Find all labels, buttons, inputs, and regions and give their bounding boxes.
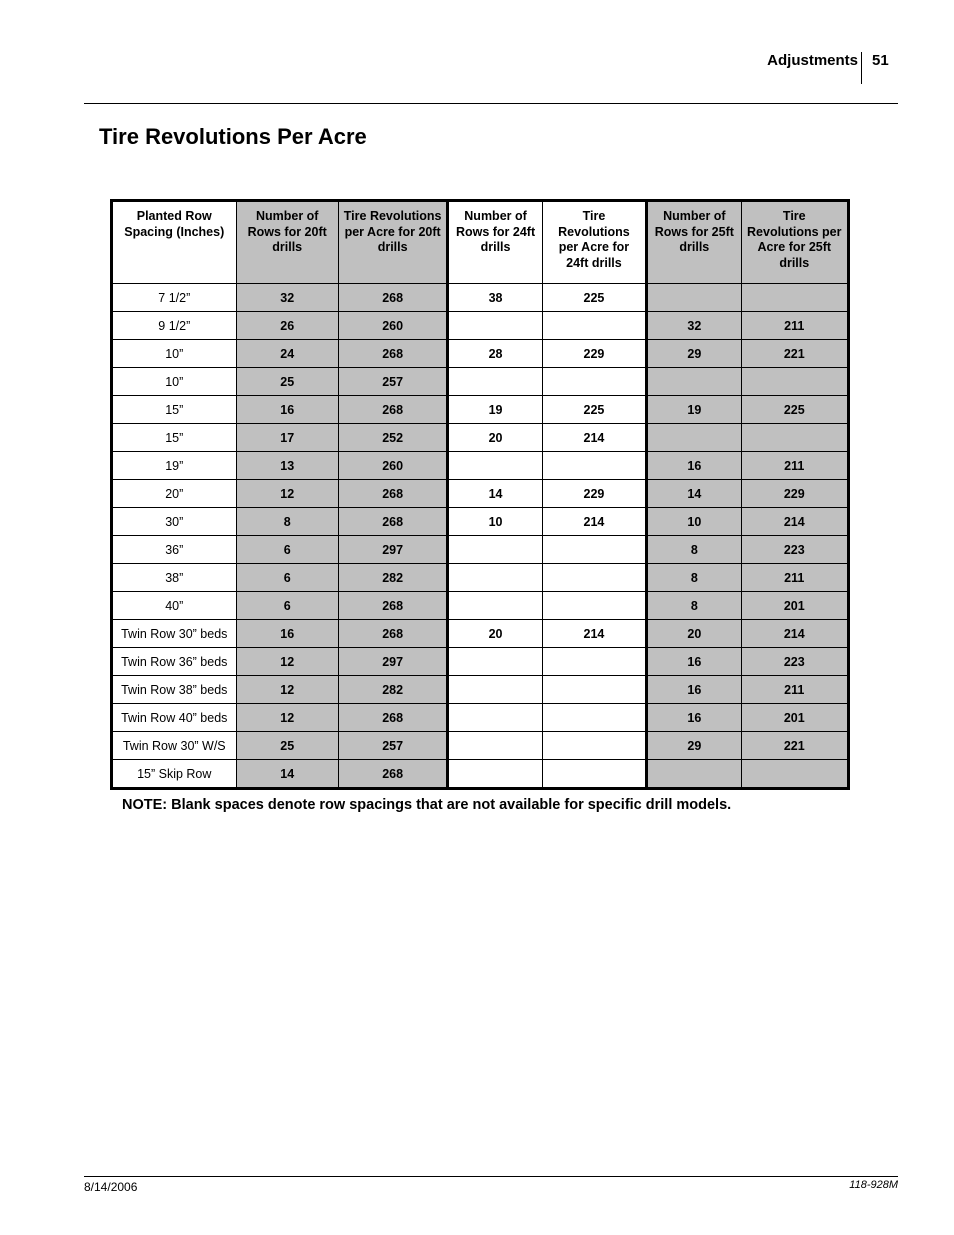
row-spacing-cell: Twin Row 38” beds [112,676,237,704]
table-cell: 13 [236,452,338,480]
table-cell: 38 [448,284,542,312]
table-cell: 32 [236,284,338,312]
table-cell: 6 [236,592,338,620]
table-cell: 32 [647,312,741,340]
row-spacing-cell: 20” [112,480,237,508]
table-cell: 12 [236,704,338,732]
table-cell [448,368,542,396]
table-cell: 268 [338,284,447,312]
table-cell: 201 [741,592,848,620]
table-cell: 201 [741,704,848,732]
table-cell [542,536,646,564]
top-rule [84,103,898,104]
table-cell: 211 [741,564,848,592]
table-cell [448,452,542,480]
row-spacing-cell: 36” [112,536,237,564]
table-cell: 214 [542,424,646,452]
table-cell: 225 [542,284,646,312]
table-row [112,424,849,452]
table-row [112,536,849,564]
row-spacing-cell: 7 1/2” [112,284,237,312]
table-cell: 221 [741,732,848,760]
table-cell: 8 [647,536,741,564]
table-cell: 12 [236,648,338,676]
table-cell [542,732,646,760]
table-cell: 19 [448,396,542,424]
row-spacing-cell: Twin Row 30” W/S [112,732,237,760]
table-cell [542,368,646,396]
table-cell: 29 [647,340,741,368]
table-row [112,508,849,536]
tire-revolutions-table [110,199,850,790]
table-row [112,284,849,312]
page-number: 51 [872,52,889,69]
table-row [112,732,849,760]
table-cell: 29 [647,732,741,760]
table-cell: 16 [647,648,741,676]
table-cell [448,592,542,620]
table-cell: 12 [236,676,338,704]
table-cell: 297 [338,536,447,564]
table-cell: 8 [647,564,741,592]
table-row [112,368,849,396]
table-cell: 268 [338,480,447,508]
table-cell: 10 [448,508,542,536]
table-cell [542,592,646,620]
table-cell: 223 [741,536,848,564]
table-cell: 16 [236,620,338,648]
footer-date: 8/14/2006 [84,1180,138,1194]
table-cell: 16 [647,676,741,704]
table-cell [448,564,542,592]
table-cell: 8 [236,508,338,536]
table-cell: 14 [647,480,741,508]
table-row [112,480,849,508]
table-cell: 268 [338,340,447,368]
table-cell [448,676,542,704]
table-cell [542,760,646,789]
row-spacing-cell: 15” Skip Row [112,760,237,789]
table-cell [448,704,542,732]
table-cell [741,424,848,452]
table-cell [542,676,646,704]
table-cell [448,312,542,340]
table-cell: 229 [542,480,646,508]
table-cell: 17 [236,424,338,452]
table-cell [647,368,741,396]
table-cell: 28 [448,340,542,368]
table-row [112,704,849,732]
table-row [112,592,849,620]
table-row [112,564,849,592]
table-cell: 260 [338,452,447,480]
table-cell: 260 [338,312,447,340]
table-cell: 268 [338,508,447,536]
table-cell: 268 [338,704,447,732]
table-cell [542,704,646,732]
column-header: Number of Rows for 25ft drills [647,201,741,284]
row-spacing-cell: 19” [112,452,237,480]
table-cell [448,732,542,760]
column-header: Tire Revolutions per Acre for 20ft drills [338,201,447,284]
table-cell [448,760,542,789]
table-cell: 297 [338,648,447,676]
table-row [112,396,849,424]
table-cell: 25 [236,732,338,760]
column-header: Tire Revolutions per Acre for 25ft drills [741,201,848,284]
bottom-rule [84,1176,898,1177]
table-header-row [112,201,849,284]
header-section: Adjustments [767,52,858,69]
table-cell: 6 [236,564,338,592]
table-cell: 10 [647,508,741,536]
column-header: Planted Row Spacing (Inches) [112,201,237,284]
table-cell: 268 [338,396,447,424]
table-cell: 214 [542,508,646,536]
table-cell: 20 [448,424,542,452]
header-divider [861,52,862,84]
table-row [112,312,849,340]
table-cell: 12 [236,480,338,508]
table-cell [741,368,848,396]
row-spacing-cell: 15” [112,424,237,452]
table-cell: 6 [236,536,338,564]
row-spacing-cell: 10” [112,340,237,368]
column-header: Number of Rows for 24ft drills [448,201,542,284]
table-row [112,676,849,704]
column-header: Number of Rows for 20ft drills [236,201,338,284]
table-cell: 214 [741,508,848,536]
table-cell [542,564,646,592]
table-row [112,620,849,648]
table-cell: 257 [338,368,447,396]
table-cell: 16 [236,396,338,424]
table-cell: 211 [741,312,848,340]
table-cell: 221 [741,340,848,368]
table-cell: 25 [236,368,338,396]
table-cell: 26 [236,312,338,340]
row-spacing-cell: 9 1/2” [112,312,237,340]
table-cell: 214 [741,620,848,648]
table-row [112,648,849,676]
table-row [112,760,849,789]
row-spacing-cell: Twin Row 30” beds [112,620,237,648]
footer-doc-id: 118-928M [849,1179,898,1191]
table-cell: 24 [236,340,338,368]
table-cell: 268 [338,592,447,620]
table-cell [741,760,848,789]
table-cell: 229 [542,340,646,368]
column-header: Tire Revolutions per Acre for 24ft drills [542,201,646,284]
table-cell [647,424,741,452]
table-cell: 14 [448,480,542,508]
table-cell: 20 [448,620,542,648]
table-cell [448,536,542,564]
table-cell: 223 [741,648,848,676]
note-text: NOTE: Blank spaces denote row spacings that are not available for specific drill models. [122,797,732,813]
page-title: Tire Revolutions Per Acre [99,124,367,149]
table-cell: 252 [338,424,447,452]
row-spacing-cell: 15” [112,396,237,424]
table-cell: 16 [647,704,741,732]
table-cell: 225 [542,396,646,424]
table-cell: 214 [542,620,646,648]
table-cell: 257 [338,732,447,760]
row-spacing-cell: 30” [112,508,237,536]
table-row [112,340,849,368]
table-cell: 268 [338,760,447,789]
table-cell [542,648,646,676]
table-cell: 14 [236,760,338,789]
table-cell [542,452,646,480]
table-cell [647,284,741,312]
row-spacing-cell: 40” [112,592,237,620]
table-cell: 8 [647,592,741,620]
table-cell: 211 [741,452,848,480]
table-cell: 229 [741,480,848,508]
table-cell [741,284,848,312]
table-cell: 282 [338,676,447,704]
table-cell: 19 [647,396,741,424]
table-cell: 268 [338,620,447,648]
table-row [112,452,849,480]
table-cell [542,312,646,340]
table-cell: 211 [741,676,848,704]
table-cell: 16 [647,452,741,480]
row-spacing-cell: 38” [112,564,237,592]
row-spacing-cell: Twin Row 36” beds [112,648,237,676]
row-spacing-cell: 10” [112,368,237,396]
table-cell [647,760,741,789]
row-spacing-cell: Twin Row 40” beds [112,704,237,732]
table-cell: 282 [338,564,447,592]
table-cell: 225 [741,396,848,424]
table-cell [448,648,542,676]
table-cell: 20 [647,620,741,648]
